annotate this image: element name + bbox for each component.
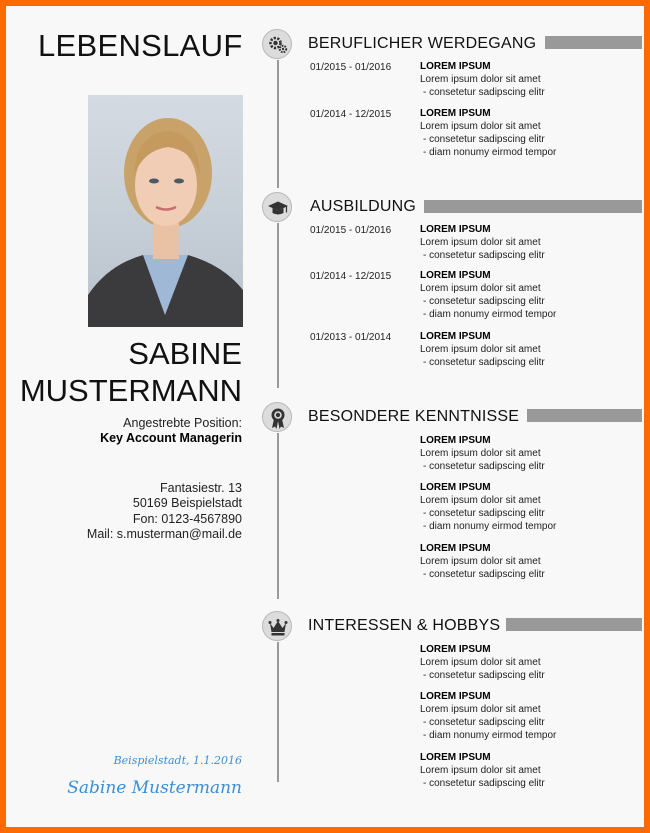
entry-block: LOREM IPSUM Lorem ipsum dolor sit amet - consetetur sadipscing elitr	[420, 435, 545, 472]
graduation-cap-icon	[262, 192, 292, 222]
section-title-hobbys: INTERESSEN & HOBBYS	[308, 617, 501, 634]
entry-date: 01/2014 - 12/2015	[310, 271, 392, 282]
section-bar	[424, 200, 642, 213]
phone-number: Fon: 0123-4567890	[132, 512, 242, 526]
entry-block: LOREM IPSUM Lorem ipsum dolor sit amet - consetetur sadipscing elitr - diam nonumy eirmod tempor	[420, 691, 557, 741]
timeline-line	[277, 642, 279, 782]
entry-date: 01/2014 - 12/2015	[310, 109, 392, 120]
entry-block: LOREM IPSUM Lorem ipsum dolor sit amet - consetetur sadipscing elitr	[420, 331, 545, 368]
section-bar	[545, 36, 642, 49]
profile-photo	[88, 95, 243, 327]
position-value: Key Account Managerin	[100, 431, 242, 445]
crown-icon	[262, 611, 292, 641]
entry-block: LOREM IPSUM Lorem ipsum dolor sit amet - consetetur sadipscing elitr	[420, 543, 545, 580]
entry-date: 01/2013 - 01/2014	[310, 332, 392, 343]
section-bar	[527, 409, 642, 422]
entry-block: LOREM IPSUM Lorem ipsum dolor sit amet - consetetur sadipscing elitr	[420, 644, 545, 681]
entry-date: 01/2015 - 01/2016	[310, 62, 392, 73]
entry-block: LOREM IPSUM Lorem ipsum dolor sit amet - consetetur sadipscing elitr - diam nonumy eirmod tempor	[420, 270, 557, 320]
section-bar	[506, 618, 642, 631]
address-city: 50169 Beispielstadt	[132, 496, 242, 510]
position-label: Angestrebte Position:	[123, 416, 242, 430]
place-date: Beispielstadt, 1.1.2016	[113, 754, 242, 767]
entry-block: LOREM IPSUM Lorem ipsum dolor sit amet - consetetur sadipscing elitr	[420, 224, 545, 261]
section-title-ausbildung: AUSBILDUNG	[310, 198, 417, 215]
last-name: MUSTERMANN	[19, 373, 242, 408]
entry-date: 01/2015 - 01/2016	[310, 225, 392, 236]
first-name: SABINE	[128, 336, 242, 371]
entry-block: LOREM IPSUM Lorem ipsum dolor sit amet - consetetur sadipscing elitr - diam nonumy eirmod tempor	[420, 482, 557, 532]
entry-block: LOREM IPSUM Lorem ipsum dolor sit amet - consetetur sadipscing elitr	[420, 752, 545, 789]
email-address: Mail: s.musterman@mail.de	[86, 527, 242, 541]
timeline-line	[277, 223, 279, 388]
entry-block: LOREM IPSUM Lorem ipsum dolor sit amet - consetetur sadipscing elitr	[420, 61, 545, 98]
gears-icon	[262, 29, 292, 59]
signature: Sabine Mustermann	[67, 778, 242, 798]
award-ribbon-icon	[262, 402, 292, 432]
timeline-line	[277, 433, 279, 599]
page-title: LEBENSLAUF	[38, 28, 243, 63]
cv-page	[6, 6, 644, 827]
address-street: Fantasiestr. 13	[160, 481, 242, 495]
section-title-kenntnisse: BESONDERE KENNTNISSE	[308, 408, 520, 425]
entry-block: LOREM IPSUM Lorem ipsum dolor sit amet - consetetur sadipscing elitr - diam nonumy eirmod tempor	[420, 108, 557, 158]
section-title-beruf: BERUFLICHER WERDEGANG	[308, 35, 537, 52]
timeline-line	[277, 60, 279, 188]
